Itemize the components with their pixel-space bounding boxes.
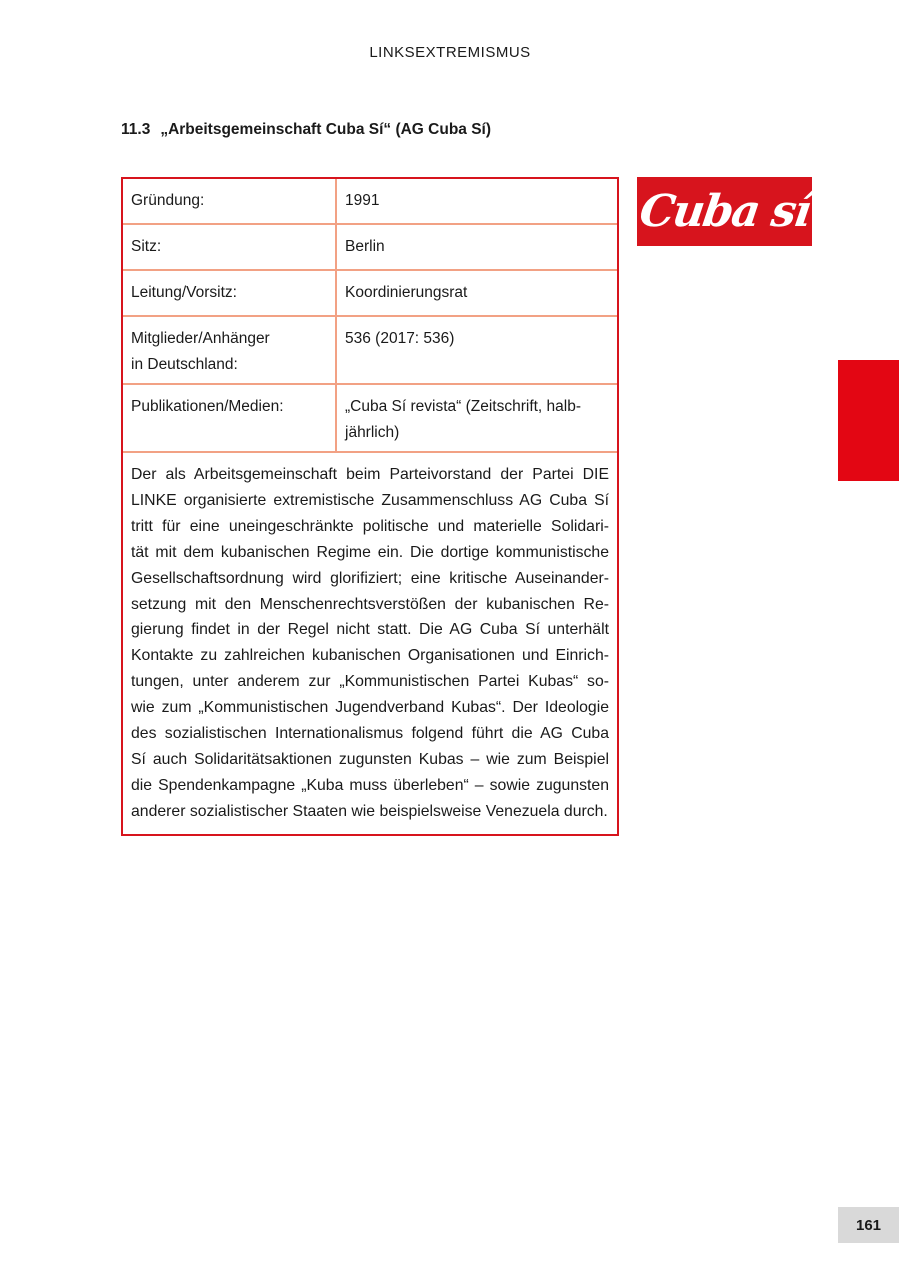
text-line: tritt für eine uneingeschränkte politische und materielle Solidari- <box>131 517 609 535</box>
table-row <box>123 179 617 225</box>
table-row <box>123 225 617 271</box>
text-line: Kontakte zu zahlreichen kubanischen Organisationen und Einrich- <box>131 647 609 665</box>
text-line: des sozialistischen Internationalismus folgend führt die AG Cuba <box>131 725 609 743</box>
text-line: die Spendenkampagne „Kuba muss überleben“ – sowie zugunsten <box>131 776 609 794</box>
text-line: setzung mit den Menschenrechtsverstößen der kubanischen Re- <box>131 595 609 613</box>
row-value: Koordinierungsrat <box>345 284 468 301</box>
row-label-line: Mitglieder/Anhänger <box>131 330 270 347</box>
row-label <box>123 317 337 383</box>
text-line: wie zum „Kommunistischen Jugendverband Kubas“. Der Ideologie <box>131 699 609 717</box>
table-row <box>123 271 617 317</box>
row-value: Berlin <box>345 238 385 255</box>
row-label: Publikationen/Medien: <box>123 385 337 451</box>
text-line: Gesellschaftsordnung wird glorifiziert; eine kritische Auseinander- <box>131 569 609 587</box>
description-text <box>123 453 617 834</box>
running-header: LINKSEXTREMISMUS <box>369 44 531 61</box>
row-value: 1991 <box>345 192 380 209</box>
row-label: Sitz: <box>123 225 337 269</box>
text-line: Der als Arbeitsgemeinschaft beim Parteivorstand der Partei DIE <box>131 466 609 483</box>
row-label-line: in Deutschland: <box>131 356 238 373</box>
text-line: anderer sozialistischer Staaten wie beispielsweise Venezuela durch. <box>131 802 608 820</box>
row-label: Gründung: <box>123 179 337 223</box>
chapter-tab-marker <box>838 360 899 481</box>
row-value: 536 (2017: 536) <box>345 330 455 347</box>
row-value-line: „Cuba Sí revista“ (Zeitschrift, halb- <box>345 398 582 415</box>
section-title: „Arbeitsgemeinschaft Cuba Sí“ (AG Cuba Sí) <box>160 121 492 138</box>
text-line: Sí auch Solidaritätsaktionen zugunsten Kubas – wie zum Beispiel <box>131 750 609 768</box>
logo-text: Cuba sí <box>636 186 813 237</box>
text-line: gierung findet in der Regel nicht statt. Die AG Cuba Sí unterhält <box>131 621 609 639</box>
page-number: 161 <box>838 1207 899 1243</box>
fact-box <box>121 177 619 836</box>
row-value-line: jährlich) <box>345 424 400 441</box>
table-row <box>123 317 617 385</box>
section-number: 11.3 <box>121 121 151 138</box>
section-heading <box>121 121 491 139</box>
cuba-si-logo <box>637 177 812 246</box>
row-value <box>337 385 617 451</box>
text-line: tungen, unter anderem zur „Kommunistischen Partei Kubas“ so- <box>131 673 609 691</box>
row-label: Leitung/Vorsitz: <box>123 271 337 315</box>
text-line: tät mit dem kubanischen Regime ein. Die dortige kommunistische <box>131 543 609 561</box>
table-row <box>123 385 617 453</box>
text-line: LINKE organisierte extremistische Zusammenschluss AG Cuba Sí <box>131 491 609 509</box>
